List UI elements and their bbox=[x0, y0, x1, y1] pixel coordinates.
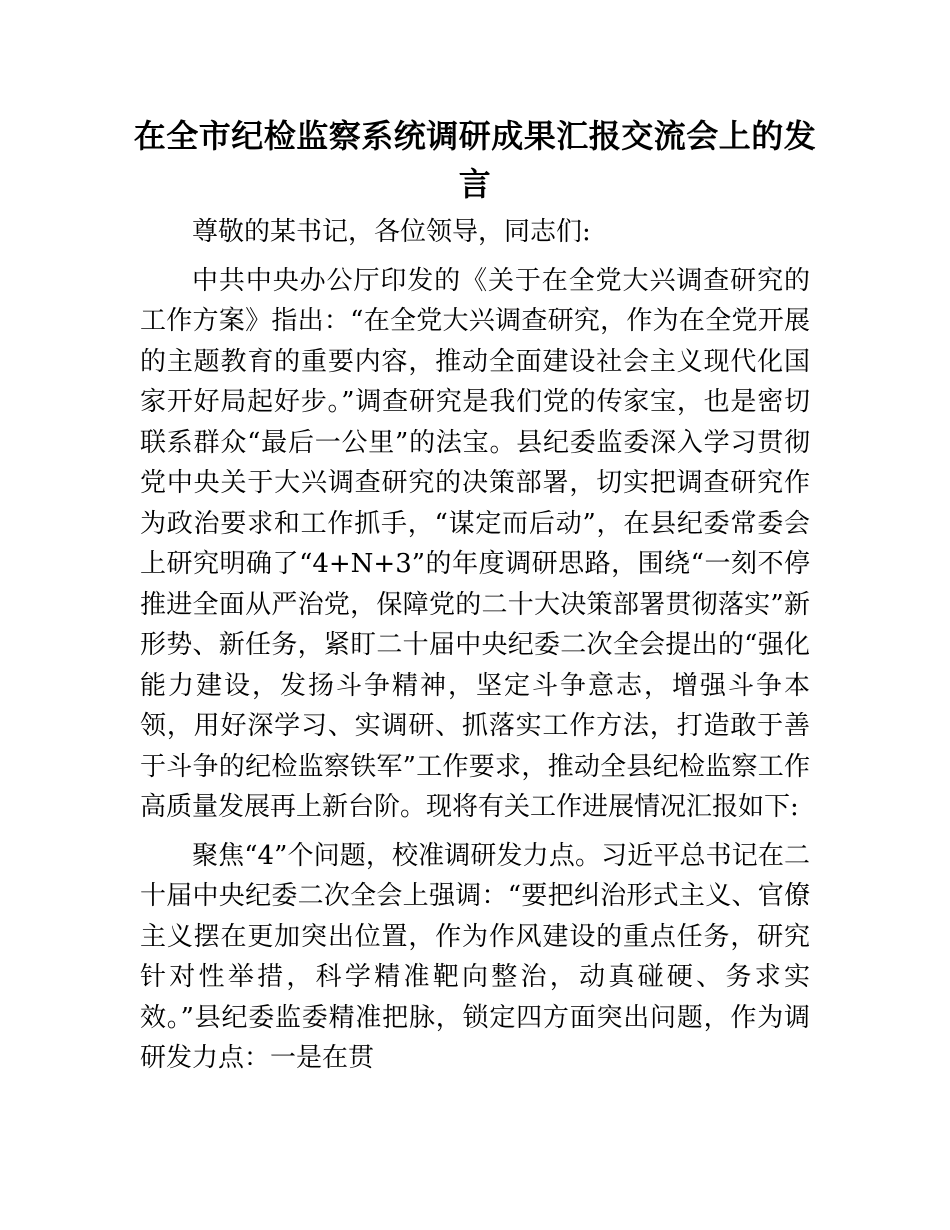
paragraph: 中共中央办公厅印发的《关于在全党大兴调查研究的工作方案》指出：“在全党大兴调查研究，作为在全党开展的主题教育的重要内容，推动全面建设社会主义现代化国家开好局起好步。”调查研究是我们党的传家宝，也是密切联系群众“最后一公里”的法宝。县纪委监委深入学习贯彻党中央关于大兴调查研究的决策部署，切实把调查研究作为政治要求和工作抓手，“谋定而后动”，在县纪委常委会上研究明确了“4+N+3”的年度调研思路，围绕“一刻不停推进全面从严治党，保障党的二十大决策部署贯彻落实”新形势、新任务，紧盯二十届中央纪委二次全会提出的“强化能力建设，发扬斗争精神，坚定斗争意志，增强斗争本领，用好深学习、实调研、抓落实工作方法，打造敢于善于斗争的纪检监察铁军”工作要求，推动全县纪检监察工作高质量发展再上新台阶。现将有关工作进展情况汇报如下: bbox=[140, 265, 810, 822]
paragraph: 聚焦“4”个问题，校准调研发力点。习近平总书记在二十届中央纪委二次全会上强调：“要把纠治形式主义、官僚主义摆在更加突出位置，作为作风建设的重点任务，研究针对性举措，科学精准靶向整治，动真碰硬、务求实效。”县纪委监委精准把脉，锁定四方面突出问题，作为调研发力点：一是在贯 bbox=[140, 840, 810, 1073]
document-title: 在全市纪检监察系统调研成果汇报交流会上的发言 bbox=[133, 117, 817, 203]
salutation: 尊敬的某书记，各位领导，同志们: bbox=[192, 217, 591, 247]
document-body bbox=[140, 212, 810, 1087]
